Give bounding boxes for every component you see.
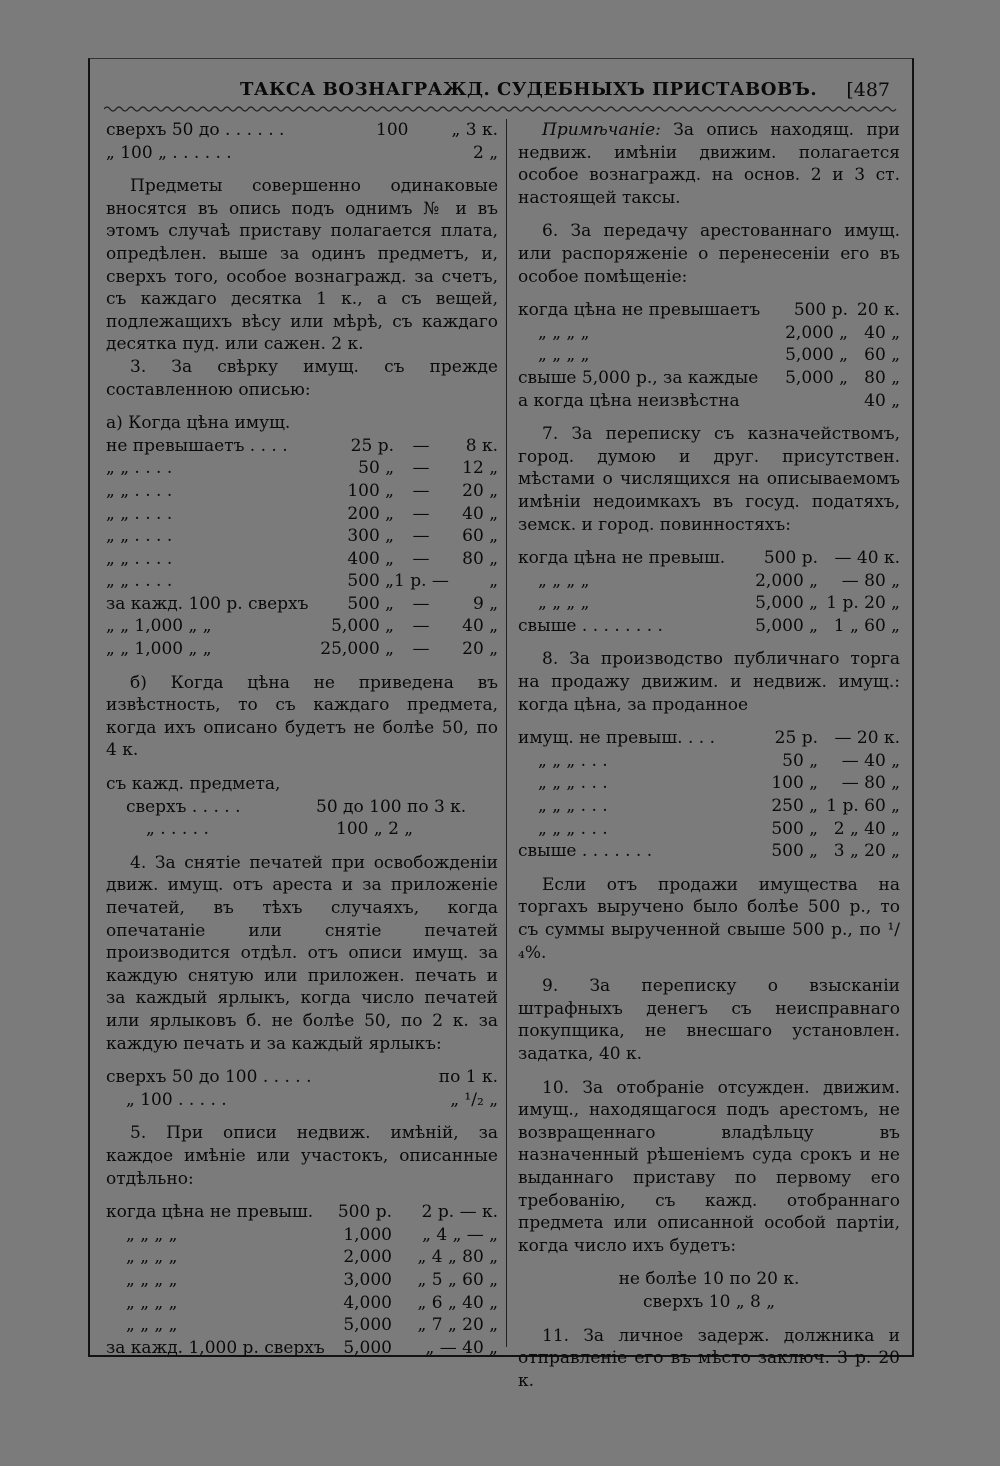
- table-row: [106, 638, 498, 661]
- paragraph: 3. За свѣрку имущ. съ прежде составленною описью:: [106, 356, 498, 400]
- right-column: [518, 119, 900, 1392]
- table-cell: „ 4 „ — „: [422, 1224, 498, 1245]
- table-row: [106, 570, 498, 593]
- table-cell: 5,000 „: [755, 593, 818, 614]
- table-cell: 100 „: [771, 773, 818, 794]
- table-cell: „ „ „ „: [126, 1292, 178, 1313]
- table-row: [106, 1314, 498, 1337]
- table-row: [518, 592, 900, 615]
- table-cell: „ 100 . . . . .: [126, 1089, 227, 1110]
- table-cell: —: [412, 458, 430, 479]
- running-header: [90, 77, 912, 103]
- table-cell: „ „ . . . .: [106, 480, 173, 501]
- valuation-table-1: [106, 435, 498, 661]
- table-row: [518, 344, 900, 367]
- table-cell: не превышаетъ . . . .: [106, 435, 288, 456]
- table-cell: 400 „: [347, 548, 394, 569]
- table-cell: свыше . . . . . . .: [518, 841, 653, 862]
- paragraph: 7. За переписку съ казначействомъ, город. думою и друг. присутствен. мѣстами о числящихся на описываемомъ имѣніи недоимкахъ въ госуд. податяхъ, земск. и город. повинностяхъ:: [518, 424, 900, 535]
- table-cell: 2 „ 40 „: [833, 818, 900, 839]
- paragraph: 6. За передачу арестованнаго имущ. или распоряженіе о перенесеніи его въ особое помѣщеніе:: [518, 221, 900, 287]
- table-cell: „ „ „ . . .: [538, 796, 608, 817]
- table-cell: „ „ „ „: [538, 570, 590, 591]
- table-cell: 250 „: [771, 796, 818, 817]
- table-cell: „ „ „ „: [126, 1269, 178, 1290]
- table-cell: 25 р.: [350, 435, 394, 456]
- table-cell: 8 к.: [465, 435, 498, 456]
- table-row: [518, 615, 900, 638]
- table-cell: —: [412, 480, 430, 501]
- note-label: Примѣчаніе:: [542, 120, 661, 140]
- table-cell: сверхъ 50 до 100 . . . . .: [106, 1067, 312, 1088]
- paragraph: съ кажд. предмета,: [106, 774, 281, 795]
- paragraph: Если отъ продажи имущества на торгахъ выручено было болѣе 500 р., то съ суммы вырученной свыше 500 р., по ¹/₄%.: [518, 874, 900, 963]
- table-cell: 2,000: [343, 1247, 392, 1268]
- table-cell: „ „ „ . . .: [538, 818, 608, 839]
- table-cell: 20 „: [462, 480, 498, 501]
- table-row: [106, 548, 498, 571]
- table-cell: „ 7 „ 20 „: [417, 1315, 498, 1336]
- table-cell: 500 „: [771, 841, 818, 862]
- table-cell: 1,000: [343, 1224, 392, 1245]
- table-cell: 5,000: [343, 1315, 392, 1336]
- auction-table: [518, 727, 900, 863]
- table-row: [518, 840, 900, 863]
- table-cell: 500 р.: [793, 300, 848, 321]
- table-cell: 500 р.: [337, 1202, 392, 1223]
- table-cell: когда цѣна не превыш.: [106, 1202, 314, 1223]
- paragraph: 4. За снятіе печатей при освобожденіи движ. имущ. отъ ареста и за приложеніе печатей, въ тѣхъ случаяхъ, когда опечатаніе или снятіе печатей производится отдѣл. отъ описи имущ. за каждую снятую или приложен. печать и за каждый ярлыкъ, когда число печатей или ярлыковъ б. не болѣе 50, по 2 к. за каждую печать и за каждый ярлыкъ:: [106, 852, 498, 1054]
- table-row: [106, 503, 498, 526]
- paragraph: б) Когда цѣна не приведена въ извѣстность, то съ каждаго предмета, когда ихъ описано будетъ не болѣе 50, по 4 к.: [106, 672, 498, 761]
- table-cell: —: [412, 639, 430, 660]
- table-cell: — 40 к.: [834, 548, 900, 569]
- table-cell: „ „ „ „: [538, 345, 590, 366]
- table-cell: 12 „: [462, 458, 498, 479]
- transfer-table: [518, 299, 900, 412]
- table-cell: „ „ . . . .: [106, 548, 173, 569]
- table-cell: —: [412, 548, 430, 569]
- table-heading: [106, 412, 498, 435]
- table-cell: 2 „: [472, 142, 498, 163]
- table-row: [106, 1337, 498, 1360]
- table-row: [106, 1201, 498, 1224]
- table-cell: 1 р. 60 „: [826, 796, 900, 817]
- table-row: [106, 119, 498, 142]
- table-cell: 25,000 „: [320, 639, 394, 660]
- paragraph: Предметы совершенно одинаковые вносятся въ опись подъ однимъ № и въ этомъ случаѣ приставу полагается плата, опредѣлен. выше за одинъ предметъ, и, сверхъ того, особое вознагражд. за счетъ, съ каждаго десятка 1 к., а съ вещей, подлежащихъ вѣсу или мѣрѣ, съ каждаго десятка пуд. или сажен. 2 к.: [106, 176, 498, 355]
- note-paragraph: [518, 119, 900, 209]
- table-cell: 50 „: [358, 458, 394, 479]
- table-row: [518, 322, 900, 345]
- paragraph: 11. За личное задерж. должника и отправленіе его въ мѣсто заключ. 3 р. 20 к.: [518, 1325, 900, 1391]
- table-row: [106, 1269, 498, 1292]
- table-row: [518, 1268, 900, 1291]
- table-cell: — 20 к.: [834, 728, 900, 749]
- table-cell: не болѣе 10 по 20 к.: [618, 1269, 800, 1290]
- table-cell: а) Когда цѣна имущ.: [106, 413, 291, 434]
- table-cell: 25 р.: [774, 728, 818, 749]
- table-cell: 9 „: [472, 593, 498, 614]
- table-cell: 3,000: [343, 1269, 392, 1290]
- table-cell: а когда цѣна неизвѣстна: [518, 390, 740, 411]
- table-cell: „ „ 1,000 „ „: [106, 616, 212, 637]
- table-row: [518, 299, 900, 322]
- table-cell: 1 р. 20 „: [826, 593, 900, 614]
- paragraph: 5. При описи недвиж. имѣній, за каждое имѣніе или участокъ, описанные отдѣльно:: [106, 1123, 498, 1189]
- table-row: [106, 1066, 498, 1089]
- wavy-rule: [104, 105, 898, 113]
- table-cell: 60 „: [462, 526, 498, 547]
- table-row: [518, 727, 900, 750]
- table-row: [106, 435, 498, 458]
- table-cell: 500 р.: [763, 548, 818, 569]
- table-cell: „ . . . . .: [146, 819, 209, 840]
- table-cell: сверхъ 50 до . . . . . .: [106, 120, 285, 140]
- table-cell: „ „ „ „: [126, 1224, 178, 1245]
- table-row: [518, 772, 900, 795]
- table-cell: 40 „: [864, 322, 900, 343]
- table-cell: 1 р. —: [394, 571, 449, 592]
- page-frame: [88, 58, 914, 1391]
- table-cell: 5,000: [343, 1337, 392, 1358]
- table-row: [106, 142, 498, 165]
- table-cell: —: [412, 435, 430, 456]
- table-row: [106, 593, 498, 616]
- table-cell: 4,000: [343, 1292, 392, 1313]
- left-column: [106, 119, 498, 1359]
- table-cell: за кажд. 100 р. сверхъ: [106, 593, 309, 614]
- table-cell: „ „ „ „: [538, 593, 590, 614]
- table-cell: —: [412, 616, 430, 637]
- table-row: [106, 1224, 498, 1247]
- table-cell: свыше 5,000 р., за каждые: [518, 367, 759, 388]
- table-cell: „ 6 „ 40 „: [417, 1292, 498, 1313]
- header-title: ТАКСА ВОЗНАГРАЖД. СУДЕБНЫХЪ ПРИСТАВОВЪ.: [240, 79, 818, 100]
- table-cell: 3 „ 20 „: [833, 841, 900, 862]
- table-cell: 500 „: [771, 818, 818, 839]
- table-cell: „ „ . . . .: [106, 571, 173, 592]
- table-cell: 50 „: [782, 750, 818, 771]
- paragraph: 9. За переписку о взысканіи штрафныхъ денегъ съ неисправнаго покупщика, не внесшаго установлен. задатка, 40 к.: [518, 976, 900, 1064]
- table-cell: 2,000 „: [785, 322, 848, 343]
- table-cell: 60 „: [864, 345, 900, 366]
- table-row: [518, 750, 900, 773]
- table-row: [106, 1292, 498, 1315]
- table-row: [518, 547, 900, 570]
- table-cell: За опись находящ. при недвиж. имѣніи движим. полагается особое вознагражд. на основ. 2 и 3 ст. настоящей таксы.: [518, 120, 901, 208]
- page-number: [487: [846, 79, 890, 101]
- table-cell: 40 „: [864, 390, 900, 411]
- table-cell: „ 100 „ . . . . . .: [106, 142, 232, 163]
- table-cell: свыше . . . . . . . .: [518, 615, 663, 636]
- table-row: [106, 796, 498, 819]
- table-row: [106, 1089, 498, 1112]
- table-cell: „ „ . . . .: [106, 526, 173, 547]
- table-cell: 80 „: [864, 367, 900, 388]
- table-cell: когда цѣна не превыш.: [518, 548, 726, 569]
- table-cell: 40 „: [462, 616, 498, 637]
- table-cell: 500 „: [347, 571, 394, 592]
- table-row: [106, 818, 498, 841]
- table-row: [518, 390, 900, 413]
- table-cell: 20 к.: [856, 300, 900, 321]
- table-cell: 500 „: [347, 593, 394, 614]
- paragraph: 10. За отобраніе отсужден. движим. имущ., находящагося подъ арестомъ, не возвращеннаго владѣльцу въ назначенный рѣшеніемъ суда срокъ и не выданнаго приставу по первому его требованію, съ кажд. отобраннаго предмета или описанной особой партіи, когда число ихъ будетъ:: [518, 1077, 900, 1256]
- table-cell: 1 „ 60 „: [833, 615, 900, 636]
- table-row: [518, 570, 900, 593]
- table-cell: 2,000 „: [755, 570, 818, 591]
- table-cell: 5,000 „: [755, 615, 818, 636]
- table-cell: „ „ „ „: [126, 1247, 178, 1268]
- table-cell: „ „ „ . . .: [538, 750, 608, 771]
- paragraph: 8. За производство публичнаго торга на продажу движим. и недвиж. имущ.: когда цѣна, за проданное: [518, 649, 900, 715]
- table-cell: — 80 „: [841, 773, 900, 794]
- table-cell: „ „ . . . .: [106, 458, 173, 479]
- table-cell: „ „ „ „: [538, 322, 590, 343]
- table-cell: —: [412, 526, 430, 547]
- table-cell: „ „ . . . .: [106, 503, 173, 524]
- table-row: [518, 367, 900, 390]
- table-cell: „: [489, 571, 498, 592]
- table-row: [106, 615, 498, 638]
- table-row: [518, 795, 900, 818]
- table-row: [518, 1291, 900, 1314]
- table-cell: 5,000 „: [331, 616, 394, 637]
- table-cell: — 80 „: [841, 570, 900, 591]
- table-cell: 80 „: [462, 548, 498, 569]
- table-cell: 2 р. — к.: [421, 1202, 498, 1223]
- table-row: [106, 1246, 498, 1269]
- table-cell: 5,000 „: [785, 367, 848, 388]
- table-cell: сверхъ 10 „ 8 „: [642, 1291, 776, 1312]
- table-row: [106, 457, 498, 480]
- table-cell: когда цѣна не превышаетъ: [518, 300, 761, 321]
- table-cell: — 40 „: [841, 750, 900, 771]
- estate-table: [106, 1201, 498, 1359]
- table-cell: 100 „: [347, 480, 394, 501]
- table-row: [106, 480, 498, 503]
- table-cell: 50 до 100 по 3 к.: [316, 796, 467, 817]
- table-cell: —: [412, 503, 430, 524]
- table-cell: 40 „: [462, 503, 498, 524]
- table-cell: „ — 40 „: [425, 1337, 498, 1358]
- table-cell: имущ. не превыш. . . .: [518, 728, 715, 749]
- table-cell: 20 „: [462, 639, 498, 660]
- table-row: [518, 818, 900, 841]
- table-cell: по 1 к.: [438, 1067, 498, 1088]
- table-cell: —: [412, 593, 430, 614]
- table-row: [106, 525, 498, 548]
- table-cell: „ 3 к.: [451, 120, 498, 140]
- table-cell: 300 „: [347, 526, 394, 547]
- table-cell: „ 4 „ 80 „: [417, 1247, 498, 1268]
- table-cell: 200 „: [347, 503, 394, 524]
- table-cell: за кажд. 1,000 р. сверхъ: [106, 1337, 325, 1358]
- column-divider: [506, 119, 507, 1347]
- table-cell: „ 5 „ 60 „: [417, 1269, 498, 1290]
- table-cell: „ „ „ . . .: [538, 773, 608, 794]
- table-cell: „ „ 1,000 „ „: [106, 639, 212, 660]
- table-cell: „ „ „ „: [126, 1315, 178, 1336]
- correspondence-table: [518, 547, 900, 637]
- table-cell: „ ¹/₂ „: [450, 1089, 498, 1110]
- table-cell: сверхъ . . . . .: [126, 796, 241, 817]
- table-cell: 5,000 „: [785, 345, 848, 366]
- table-cell: 100 „ 2 „: [336, 819, 414, 840]
- table-cell: 100: [376, 120, 409, 140]
